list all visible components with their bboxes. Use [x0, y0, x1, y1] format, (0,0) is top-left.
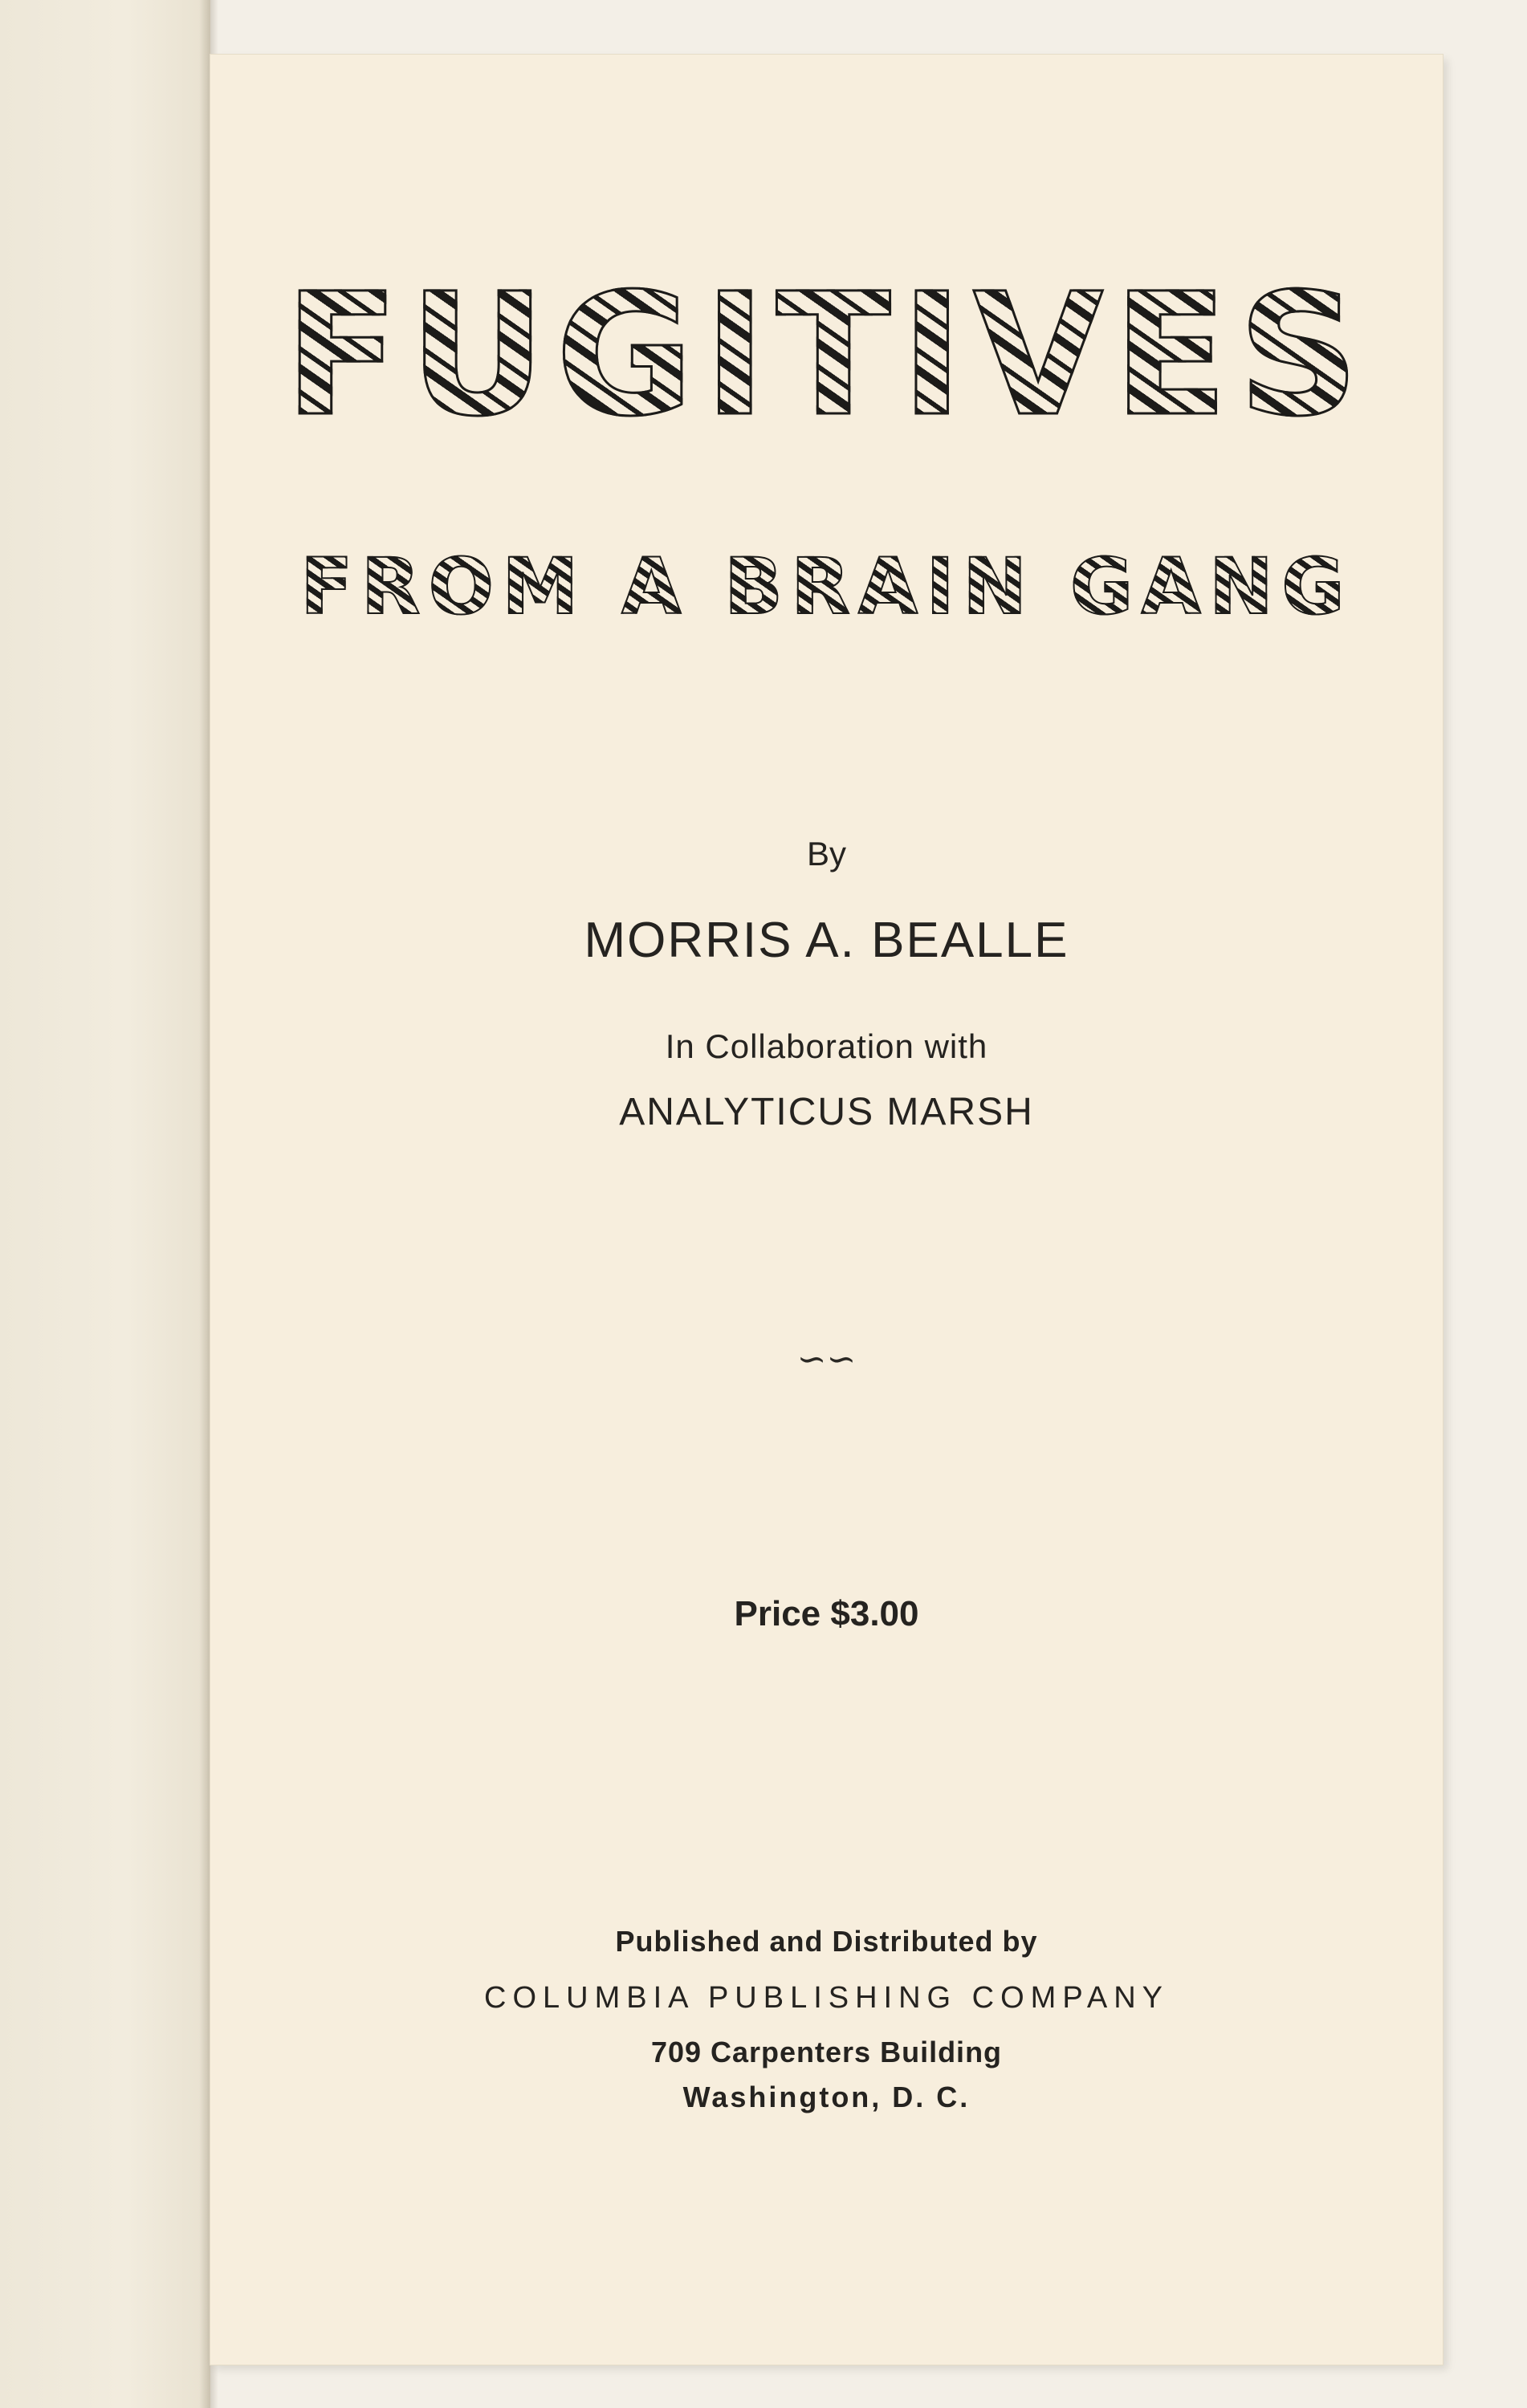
publisher-company: COLUMBIA PUBLISHING COMPANY: [484, 1981, 1169, 2015]
collaborator-name: ANALYTICUS MARSH: [619, 1091, 1034, 1133]
publisher-line: Published and Distributed by: [615, 1925, 1038, 1958]
publisher-address: 709 Carpenters Building: [650, 2036, 1003, 2068]
collaboration-label: In Collaboration with: [665, 1027, 988, 1065]
price-label: Price $3.00: [734, 1594, 919, 1633]
title-page: [210, 55, 1443, 2365]
author-name: MORRIS A. BEALLE: [584, 913, 1069, 968]
by-label: By: [806, 835, 846, 872]
book-title: FUGITIVES: [210, 271, 1443, 440]
ornament-icon: ∽∽: [796, 1339, 857, 1380]
facing-page: [0, 0, 210, 2408]
publisher-city: Washington, D. C.: [682, 2081, 971, 2113]
book-subtitle: FROM A BRAIN GANG: [210, 548, 1443, 625]
